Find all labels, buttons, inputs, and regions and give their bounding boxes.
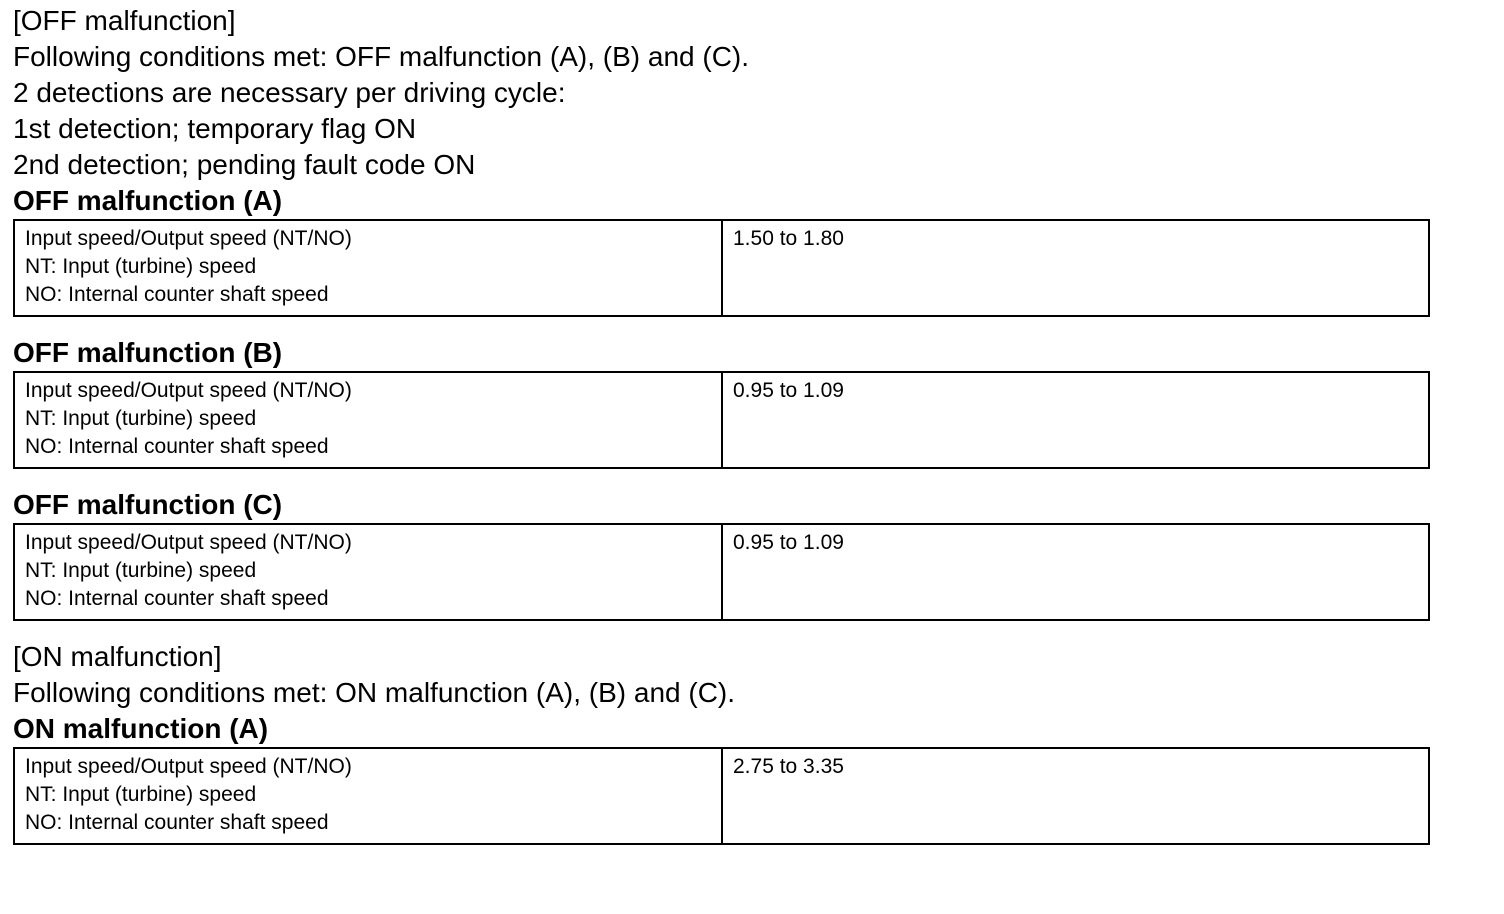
parameter-line: Input speed/Output speed (NT/NO) — [25, 531, 352, 554]
spacer — [13, 317, 1430, 335]
table-row — [14, 220, 1429, 316]
parameter-line: NT: Input (turbine) speed — [25, 559, 257, 582]
condition-value-cell: 0.95 to 1.09 — [722, 372, 1429, 468]
off-malfunction-a-table — [13, 219, 1430, 317]
on-malfunction-a-table — [13, 747, 1430, 845]
parameter-line: NO: Internal counter shaft speed — [25, 283, 329, 306]
condition-parameter-cell — [14, 748, 722, 844]
parameter-line: Input speed/Output speed (NT/NO) — [25, 755, 352, 778]
spacer — [13, 469, 1430, 487]
parameter-line: NT: Input (turbine) speed — [25, 407, 257, 430]
condition-parameter-cell — [14, 220, 722, 316]
on-section-title: [ON malfunction] — [13, 641, 222, 672]
off-condition-summary: Following conditions met: OFF malfunction (A), (B) and (C). — [13, 41, 750, 72]
off-malfunction-c-table — [13, 523, 1430, 621]
spacer — [13, 621, 1430, 639]
condition-value-cell: 0.95 to 1.09 — [722, 524, 1429, 620]
document-page — [13, 3, 1430, 845]
off-malfunction-c-heading: OFF malfunction (C) — [13, 489, 283, 520]
parameter-line: Input speed/Output speed (NT/NO) — [25, 227, 352, 250]
table-row — [14, 372, 1429, 468]
condition-parameter-cell — [14, 372, 722, 468]
on-condition-summary: Following conditions met: ON malfunction (A), (B) and (C). — [13, 677, 736, 708]
parameter-line: Input speed/Output speed (NT/NO) — [25, 379, 352, 402]
parameter-line: NO: Internal counter shaft speed — [25, 587, 329, 610]
off-second-detection: 2nd detection; pending fault code ON — [13, 149, 476, 180]
parameter-line: NO: Internal counter shaft speed — [25, 435, 329, 458]
on-malfunction-a-heading: ON malfunction (A) — [13, 713, 269, 744]
table-row — [14, 748, 1429, 844]
off-section-title: [OFF malfunction] — [13, 5, 236, 36]
condition-parameter-cell — [14, 524, 722, 620]
off-first-detection: 1st detection; temporary flag ON — [13, 113, 417, 144]
off-malfunction-b-heading: OFF malfunction (B) — [13, 337, 283, 368]
parameter-line: NT: Input (turbine) speed — [25, 255, 257, 278]
parameter-line: NO: Internal counter shaft speed — [25, 811, 329, 834]
parameter-line: NT: Input (turbine) speed — [25, 783, 257, 806]
condition-value-cell: 1.50 to 1.80 — [722, 220, 1429, 316]
condition-value-cell: 2.75 to 3.35 — [722, 748, 1429, 844]
off-detection-note: 2 detections are necessary per driving cycle: — [13, 77, 566, 108]
table-row — [14, 524, 1429, 620]
off-malfunction-b-table — [13, 371, 1430, 469]
off-malfunction-a-heading: OFF malfunction (A) — [13, 185, 283, 216]
